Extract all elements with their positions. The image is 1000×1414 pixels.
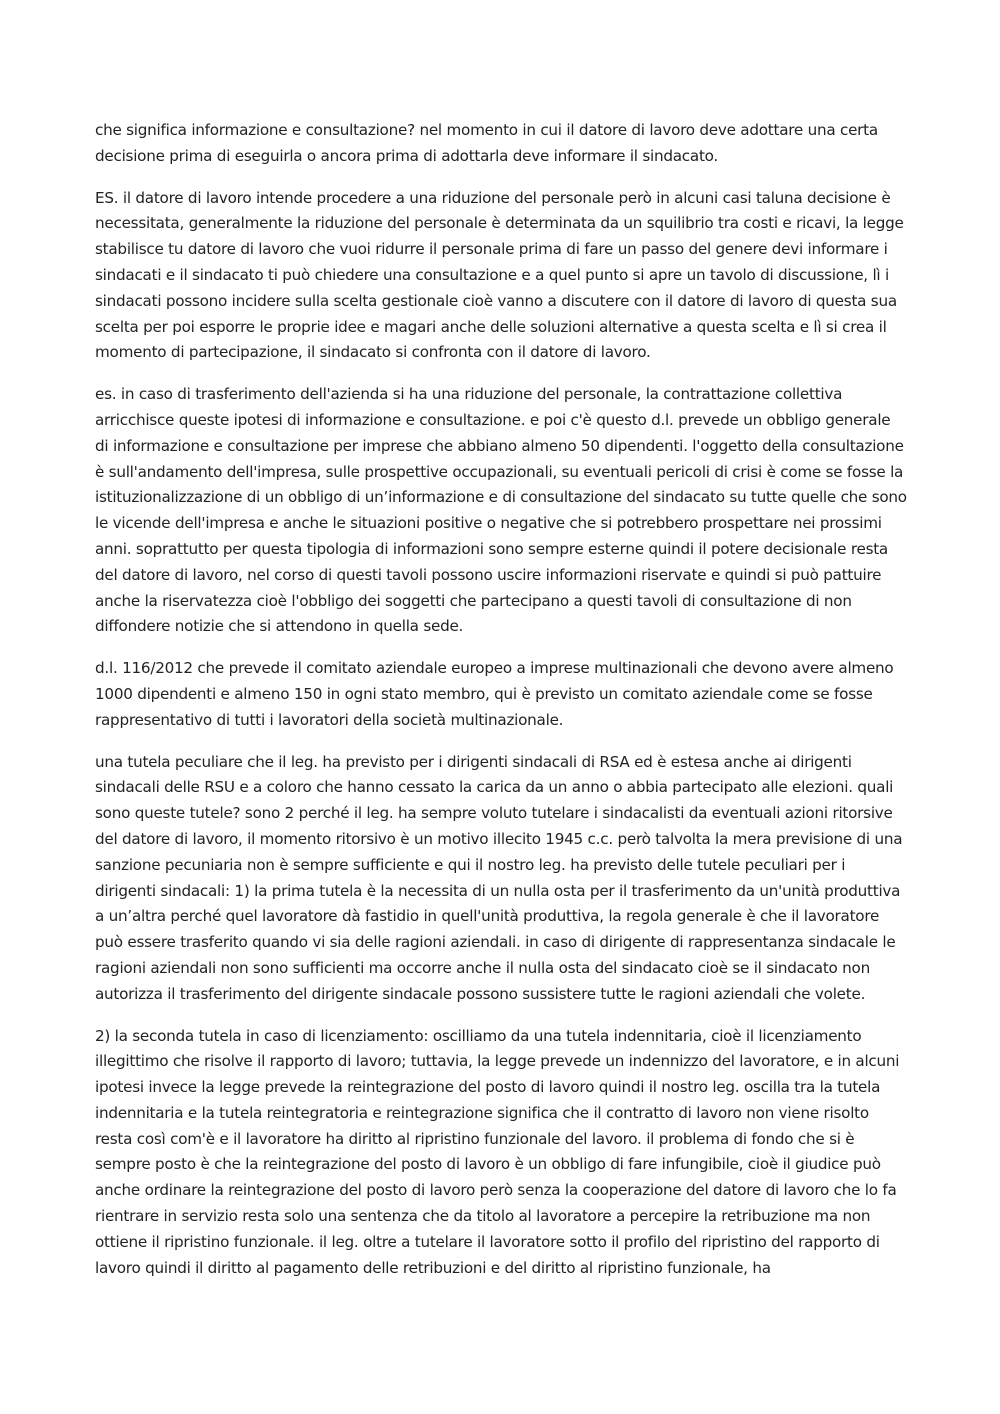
- paragraph-european-works-council: d.l. 116/2012 che prevede il comitato aziendale europeo a imprese multinazionali che devono avere almeno 1000 dipendenti e almeno 150 in ogni stato membro, qui è previsto un comitato aziendale come se fosse rappresentativo di tutti i lavoratori della società multinazionale.: [95, 659, 894, 729]
- document-page: [95, 118, 907, 1297]
- paragraph-union-leader-protection: una tutela peculiare che il leg. ha previsto per i dirigenti sindacali di RSA ed è estesa anche ai dirigenti sindacali delle RSU e a coloro che hanno cessato la carica da un anno o abbia partecipato alle elezioni. quali sono queste tutele? sono 2 perché il leg. ha sempre voluto tutelare i sindacalisti da eventuali azioni ritorsive del datore di lavoro, il momento ritorsivo è un motivo illecito 1945 c.c. però talvolta la mera previsione di una sanzione pecuniaria non è sempre sufficiente e qui il nostro leg. ha previsto delle tutele peculiari per i dirigenti sindacali: 1) la prima tutela è la necessita di un nulla osta per il trasferimento da un'unità produttiva a un’altra perché quel lavoratore dà fastidio in quell'unità produttiva, la regola generale è che il lavoratore può essere trasferito quando vi sia delle ragioni aziendali. in caso di dirigente di rappresentanza sindacale le ragioni aziendali non sono sufficienti ma occorre anche il nulla osta del sindacato cioè se il sindacato non autorizza il trasferimento del dirigente sindacale possono sussistere tutte le ragioni aziendali che volete.: [95, 752, 903, 1003]
- paragraph-company-transfer-example: es. in caso di trasferimento dell'azienda si ha una riduzione del personale, la contrattazione collettiva arricchisce queste ipotesi di informazione e consultazione. e poi c'è questo d.l. prevede un obbligo generale di informazione e consultazione per imprese che abbiano almeno 50 dipendenti. l'oggetto della consultazione è sull'andamento dell'impresa, sulle prospettive occupazionali, su eventuali pericoli di crisi è come se fosse la istituzionalizzazione di un obbligo di un’informazione e di consultazione del sindacato su tutte quelle che sono le vicende dell'impresa e anche le situazioni positive o negative che si potrebbero prospettare nei prossimi anni. soprattutto per questa tipologia di informazioni sono sempre esterne quindi il potere decisionale resta del datore di lavoro, nel corso di questi tavoli possono uscire informazioni riservate e quindi si può pattuire anche la riservatezza cioè l'obbligo dei soggetti che partecipano a questi tavoli di consultazione di non diffondere notizie che si attendono in quella sede.: [95, 385, 907, 636]
- paragraph-information-consultation: che significa informazione e consultazione? nel momento in cui il datore di lavoro deve adottare una certa decisione prima di eseguirla o ancora prima di adottarla deve informare il sindacato.: [95, 121, 878, 165]
- paragraph-dismissal-protection: 2) la seconda tutela in caso di licenziamento: oscilliamo da una tutela indennitaria, cioè il licenziamento illegittimo che risolve il rapporto di lavoro; tuttavia, la legge prevede un indennizzo del lavoratore, e in alcuni ipotesi invece la legge prevede la reintegrazione del posto di lavoro quindi il nostro leg. oscilla tra la tutela indennitaria e la tutela reintegratoria e reintegrazione significa che il contratto di lavoro non viene risolto resta così com'è e il lavoratore ha diritto al ripristino funzionale del lavoro. il problema di fondo che si è sempre posto è che la reintegrazione del posto di lavoro è un obbligo di fare infungibile, cioè il giudice può anche ordinare la reintegrazione del posto di lavoro però senza la cooperazione del datore di lavoro che lo fa rientrare in servizio resta solo una sentenza che da titolo al lavoratore a percepire la retribuzione ma non ottiene il ripristino funzionale. il leg. oltre a tutelare il lavoratore sotto il profilo del ripristino del rapporto di lavoro quindi il diritto al pagamento delle retribuzioni e del diritto al ripristino funzionale, ha: [95, 1026, 900, 1277]
- paragraph-staff-reduction-example: ES. il datore di lavoro intende procedere a una riduzione del personale però in alcuni casi taluna decisione è necessitata, generalmente la riduzione del personale è determinata da un squilibrio tra costi e ricavi, la legge stabilisce tu datore di lavoro che vuoi ridurre il personale prima di fare un passo del genere devi informare i sindacati e il sindacato ti può chiedere una consultazione e a quel punto si apre un tavolo di discussione, lì i sindacati possono incidere sulla scelta gestionale cioè vanno a discutere con il datore di lavoro di questa sua scelta per poi esporre le proprie idee e magari anche delle soluzioni alternative a questa scelta e lì si crea il momento di partecipazione, il sindacato si confronta con il datore di lavoro.: [95, 188, 904, 362]
